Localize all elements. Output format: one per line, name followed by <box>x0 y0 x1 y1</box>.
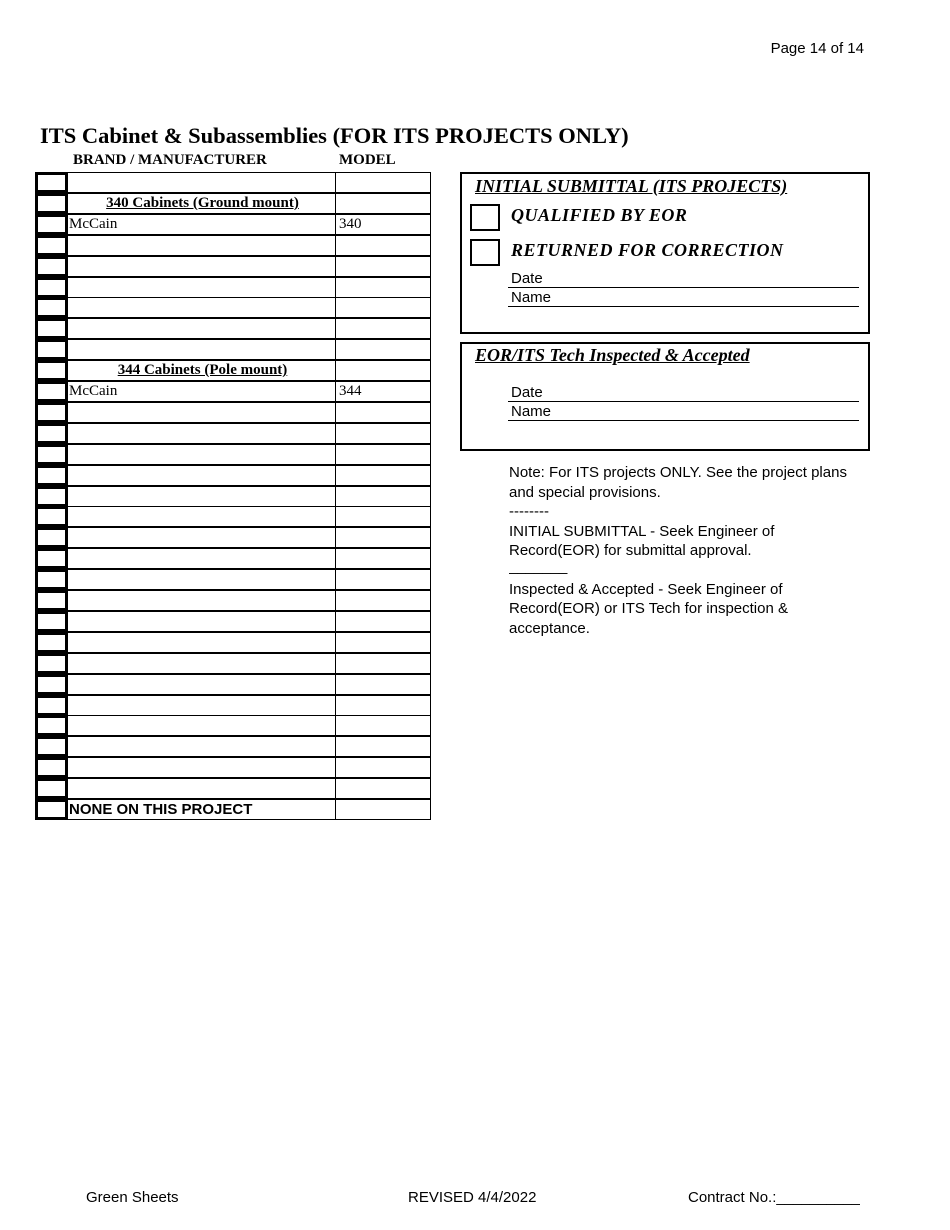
brand-cell[interactable] <box>68 486 336 507</box>
note-projects: Note: For ITS projects ONLY. See the project plans and special provisions. <box>509 464 847 501</box>
inspection-box <box>460 342 870 451</box>
row-checkbox[interactable] <box>35 506 68 527</box>
row-checkbox[interactable] <box>35 277 68 298</box>
brand-cell[interactable] <box>68 172 336 193</box>
model-cell[interactable] <box>335 715 431 736</box>
brand-cell[interactable] <box>68 339 336 360</box>
model-cell[interactable]: 344 <box>335 381 431 402</box>
brand-cell[interactable] <box>68 569 336 590</box>
model-cell[interactable] <box>335 590 431 611</box>
section-heading: 344 Cabinets (Pole mount) <box>68 360 336 381</box>
brand-cell[interactable] <box>68 778 336 799</box>
row-checkbox[interactable] <box>35 632 68 653</box>
brand-cell[interactable] <box>68 527 336 548</box>
table-row <box>35 214 431 235</box>
row-checkbox[interactable] <box>35 465 68 486</box>
initial-submittal-box <box>460 172 870 334</box>
brand-cell[interactable] <box>68 695 336 716</box>
model-cell[interactable] <box>335 318 431 339</box>
row-checkbox[interactable] <box>35 674 68 695</box>
model-cell[interactable] <box>335 653 431 674</box>
brand-cell[interactable] <box>68 402 336 423</box>
brand-cell[interactable]: McCain <box>68 214 336 235</box>
model-cell[interactable] <box>335 527 431 548</box>
row-checkbox[interactable] <box>35 297 68 318</box>
notes <box>509 463 849 638</box>
row-checkbox[interactable] <box>35 757 68 778</box>
table-row <box>35 444 431 465</box>
returned-checkbox[interactable] <box>470 239 500 266</box>
table-row <box>35 465 431 486</box>
table-row <box>35 757 431 778</box>
row-checkbox[interactable] <box>35 360 68 381</box>
model-cell[interactable] <box>335 736 431 757</box>
row-checkbox[interactable] <box>35 527 68 548</box>
row-checkbox[interactable] <box>35 715 68 736</box>
row-checkbox[interactable] <box>35 172 68 193</box>
brand-cell[interactable] <box>68 277 336 298</box>
table-row <box>35 715 431 736</box>
model-cell[interactable] <box>335 465 431 486</box>
table-row <box>35 423 431 444</box>
model-cell[interactable]: 340 <box>335 214 431 235</box>
row-checkbox[interactable] <box>35 318 68 339</box>
table-row <box>35 736 431 757</box>
footer-revised: REVISED 4/4/2022 <box>408 1189 537 1206</box>
model-cell[interactable] <box>335 402 431 423</box>
brand-cell[interactable] <box>68 632 336 653</box>
row-checkbox[interactable] <box>35 590 68 611</box>
row-checkbox[interactable] <box>35 695 68 716</box>
table-row <box>35 632 431 653</box>
table-row <box>35 486 431 507</box>
model-cell[interactable] <box>335 632 431 653</box>
table-row <box>35 360 431 381</box>
brand-cell[interactable] <box>68 590 336 611</box>
table-row <box>35 297 431 318</box>
model-cell[interactable] <box>335 486 431 507</box>
model-cell[interactable] <box>335 297 431 318</box>
none-on-project-label: NONE ON THIS PROJECT <box>68 799 336 820</box>
model-cell[interactable] <box>335 548 431 569</box>
table-row <box>35 277 431 298</box>
model-cell[interactable] <box>335 506 431 527</box>
note-divider-1: -------- <box>509 503 549 520</box>
row-checkbox[interactable] <box>35 256 68 277</box>
row-checkbox[interactable] <box>35 423 68 444</box>
submittal-name-field[interactable]: Name <box>508 289 859 307</box>
brand-cell[interactable] <box>68 548 336 569</box>
model-cell[interactable] <box>335 444 431 465</box>
note-initial-submittal: INITIAL SUBMITTAL - Seek Engineer of Record(EOR) for submittal approval. <box>509 522 775 559</box>
returned-label: RETURNED FOR CORRECTION <box>511 240 784 260</box>
qualified-label: QUALIFIED BY EOR <box>511 205 688 225</box>
row-checkbox[interactable] <box>35 569 68 590</box>
initial-submittal-title: INITIAL SUBMITTAL (ITS PROJECTS) <box>475 176 788 196</box>
brand-cell[interactable] <box>68 757 336 778</box>
brand-cell[interactable] <box>68 423 336 444</box>
model-cell[interactable] <box>335 423 431 444</box>
brand-cell[interactable] <box>68 653 336 674</box>
brand-cell[interactable] <box>68 318 336 339</box>
table-row <box>35 527 431 548</box>
inspection-date-field[interactable]: Date <box>508 384 859 402</box>
model-cell[interactable] <box>335 799 431 820</box>
brand-cell[interactable] <box>68 235 336 256</box>
row-checkbox[interactable] <box>35 778 68 799</box>
row-checkbox[interactable] <box>35 193 68 214</box>
table-row <box>35 318 431 339</box>
table-row <box>35 381 431 402</box>
brand-cell[interactable] <box>68 256 336 277</box>
table-row <box>35 778 431 799</box>
table-row <box>35 799 431 820</box>
model-cell[interactable] <box>335 674 431 695</box>
model-cell[interactable] <box>335 277 431 298</box>
row-checkbox[interactable] <box>35 799 68 820</box>
brand-cell[interactable] <box>68 297 336 318</box>
model-cell[interactable] <box>335 339 431 360</box>
table-row <box>35 402 431 423</box>
table-row <box>35 172 431 193</box>
table-row <box>35 611 431 632</box>
model-cell[interactable] <box>335 757 431 778</box>
row-checkbox[interactable] <box>35 736 68 757</box>
brand-cell[interactable] <box>68 506 336 527</box>
brand-cell[interactable] <box>68 611 336 632</box>
brand-cell[interactable] <box>68 715 336 736</box>
row-checkbox[interactable] <box>35 611 68 632</box>
note-divider-2: _______ <box>509 560 568 575</box>
submittal-date-field[interactable]: Date <box>508 270 859 288</box>
footer-contract-number: Contract No.:__________ <box>688 1189 860 1206</box>
model-cell[interactable] <box>335 611 431 632</box>
row-checkbox[interactable] <box>35 339 68 360</box>
note-inspected-accepted: Inspected & Accepted - Seek Engineer of Record(EOR) or ITS Tech for inspection & acceptance. <box>509 580 788 637</box>
table-row <box>35 674 431 695</box>
page-number: Page 14 of 14 <box>770 40 864 57</box>
model-cell[interactable] <box>335 256 431 277</box>
cabinet-table <box>35 172 431 820</box>
section-heading: 340 Cabinets (Ground mount) <box>68 193 336 214</box>
brand-column-header: BRAND / MANUFACTURER <box>73 152 267 168</box>
model-cell[interactable] <box>335 235 431 256</box>
model-cell[interactable] <box>335 569 431 590</box>
table-row <box>35 590 431 611</box>
table-row <box>35 339 431 360</box>
row-checkbox[interactable] <box>35 235 68 256</box>
row-checkbox[interactable] <box>35 402 68 423</box>
table-row <box>35 653 431 674</box>
row-checkbox[interactable] <box>35 548 68 569</box>
model-cell[interactable] <box>335 360 431 381</box>
row-checkbox[interactable] <box>35 444 68 465</box>
model-cell[interactable] <box>335 778 431 799</box>
table-row <box>35 548 431 569</box>
model-cell[interactable] <box>335 695 431 716</box>
inspection-title: EOR/ITS Tech Inspected & Accepted <box>475 345 750 365</box>
row-checkbox[interactable] <box>35 214 68 235</box>
row-checkbox[interactable] <box>35 486 68 507</box>
table-row <box>35 695 431 716</box>
brand-cell[interactable] <box>68 736 336 757</box>
row-checkbox[interactable] <box>35 381 68 402</box>
brand-cell[interactable] <box>68 465 336 486</box>
table-row <box>35 569 431 590</box>
table-row <box>35 506 431 527</box>
brand-cell[interactable] <box>68 444 336 465</box>
footer-left: Green Sheets <box>86 1189 179 1206</box>
model-cell[interactable] <box>335 172 431 193</box>
page-title: ITS Cabinet & Subassemblies (FOR ITS PROJECTS ONLY) <box>40 123 629 148</box>
qualified-checkbox[interactable] <box>470 204 500 231</box>
model-column-header: MODEL <box>339 152 396 168</box>
table-row <box>35 256 431 277</box>
row-checkbox[interactable] <box>35 653 68 674</box>
model-cell[interactable] <box>335 193 431 214</box>
brand-cell[interactable]: McCain <box>68 381 336 402</box>
inspection-name-field[interactable]: Name <box>508 403 859 421</box>
table-row <box>35 235 431 256</box>
table-row <box>35 193 431 214</box>
brand-cell[interactable] <box>68 674 336 695</box>
